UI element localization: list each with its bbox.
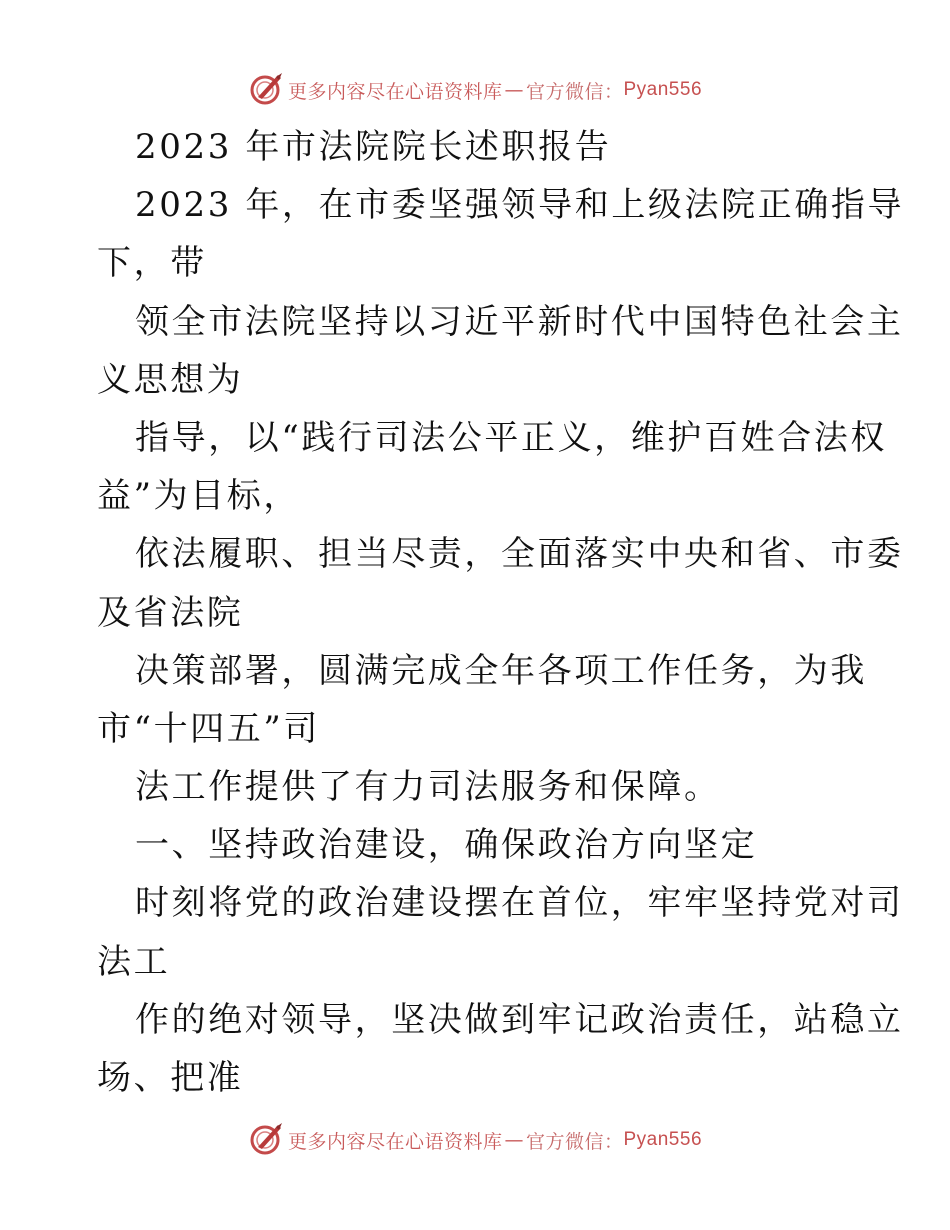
quill-pen-circle-logo-icon: [248, 71, 284, 107]
text-line: 益”为目标，: [97, 476, 300, 517]
text-line: 法工: [97, 941, 171, 982]
text-line: 时刻将党的政治建设摆在首位，牢牢坚持党对司: [135, 883, 904, 924]
watermark-main-text: 更多内容尽在心语资料库: [287, 80, 503, 103]
text-line: 义思想为: [97, 359, 244, 400]
text-line: 市“十四五”司: [97, 708, 320, 749]
watermark-side-text: 官方微信：: [525, 1130, 624, 1153]
text-line: 下，带: [97, 243, 207, 284]
text-line: 场、把准: [97, 1058, 244, 1098]
watermark-wechat-id: Pyan556: [623, 79, 703, 100]
text-line: 决策部署，圆满完成全年各项工作任务，为我: [135, 650, 867, 691]
header-watermark: [0, 70, 950, 110]
watermark-separator: —: [504, 79, 524, 101]
text-line: 领全市法院坚持以习近平新时代中国特色社会主: [135, 301, 904, 342]
text-line: 2023 年市法院院长述职报告: [135, 127, 612, 167]
text-line: 依法履职、担当尽责，全面落实中央和省、市委: [135, 534, 904, 575]
watermark-wechat-id: Pyan556: [623, 1129, 703, 1150]
text-line: 指导，以“践行司法公平正义，维护百姓合法权: [135, 417, 887, 458]
watermark-side-text: 官方微信：: [525, 80, 624, 103]
quill-pen-circle-logo-icon: [248, 1121, 284, 1157]
watermark-separator: —: [504, 1129, 524, 1151]
text-line: 法工作提供了有力司法服务和保障。: [135, 767, 721, 808]
footer-watermark: [0, 1120, 950, 1160]
document-body: [97, 118, 905, 1107]
text-line: 及省法院: [97, 592, 244, 633]
text-line: 作的绝对领导，坚决做到牢记政治责任，站稳立: [135, 999, 904, 1040]
text-line: 一、坚持政治建设，确保政治方向坚定: [135, 825, 758, 866]
text-line: 2023 年，在市委坚强领导和上级法院正确指导: [135, 185, 905, 226]
watermark-main-text: 更多内容尽在心语资料库: [287, 1130, 503, 1153]
